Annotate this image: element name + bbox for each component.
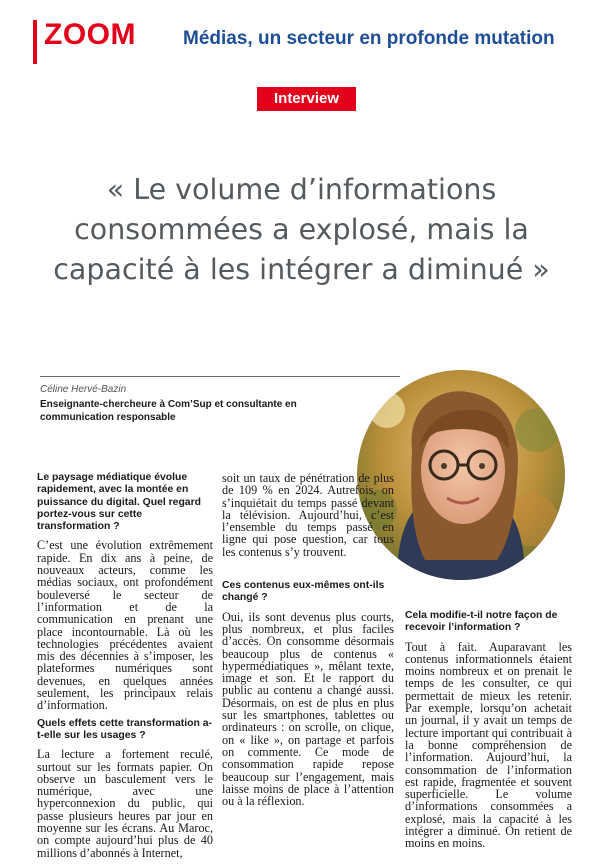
article-column-1 — [37, 472, 213, 865]
answer-4: Tout à fait. Auparavant les contenus informationnels étaient moins nombreux et on prenait le temps de les consulter, ce qui permettait de mieux les retenir. Par exemple, lorsqu’on achetait un journal, il y avait un temps de lecture important qui contribuait à la bonne compréhension de l’information. Aujourd’hui, la consommation de l’information est rapide, fragmentée et souvent superficielle. Le volume d’informations consommées a explosé, mais la capacité à les intégrer a diminué. On retient de moins en moins. — [405, 639, 572, 851]
divider — [40, 376, 400, 377]
answer-2: La lecture a fortement reculé, surtout sur les formats papier. On observe un basculement vers le numérique, avec une hyperconnexion du public, qui passe plusieurs heures par jour en moyenne sur les écrans. Au Maroc, on compte aujourd’hui plus de 40 millions d’abonnés à Internet, — [37, 747, 213, 860]
answer-2-continued: soit un taux de pénétration de plus de 109 % en 2024. Autrefois, on s’inquiétait du temps passé devant la télévision. Aujourd’hui, c’est l’ensemble du temps passé en ligne qui pose question, car tous les contenus s’y trouvent. — [222, 471, 394, 559]
section-rubric: Médias, un secteur en profonde mutation — [183, 28, 555, 49]
author-name: Céline Hervé-Bazin — [40, 384, 127, 395]
answer-3: Oui, ils sont devenus plus courts, plus nombreux, et plus faciles d’accès. On consomme désormais beaucoup plus de contenus « hypermédiatiques », mêlant texte, image et son. Et le rapport du public au contenu a changé aussi. Désormais, on est de plus en plus sur les smartphones, tablettes ou ordinateurs : on scrolle, on clique, on « like », on partage et parfois on commente. Ce mode de consommation rapide repose beaucoup sur l’engagement, mais laisse moins de place à l’attention ou à la réflexion. — [222, 609, 394, 809]
interview-badge: Interview — [257, 87, 356, 111]
author-role: Enseignante-chercheure à Com’Sup et consultante en communication responsable — [40, 399, 297, 423]
section-brand: ZOOM — [44, 18, 136, 51]
article-column-3 — [405, 610, 572, 856]
header-accent-bar — [33, 20, 37, 64]
answer-1: C’est une évolution extrêmement rapide. En dix ans à peine, de nouveaux acteurs, comme les médias sociaux, ont profondément bouleversé le secteur de l’information et de la communication en prenant une place incontournable. Là où les technologies précédentes avaient mis des décennies à s’imposer, les plateformes numériques sont devenues, en quelques années seulement, les principaux relais d’information. — [37, 538, 213, 713]
article-column-2 — [222, 472, 394, 813]
question-1: Le paysage médiatique évolue rapidement, avec la montée en puissance du digital. Quel regard portez-vous sur cette transformation ? — [37, 472, 201, 533]
headline: « Le volume d’informations consommées a explosé, mais la capacité à les intégrer a diminué » — [53, 173, 550, 286]
question-4: Cela modifie-t-il notre façon de recevoir l’information ? — [405, 610, 558, 634]
question-2: Quels effets cette transformation a-t-elle sur les usages ? — [37, 717, 212, 741]
question-3: Ces contenus eux-mêmes ont-ils changé ? — [222, 580, 385, 604]
